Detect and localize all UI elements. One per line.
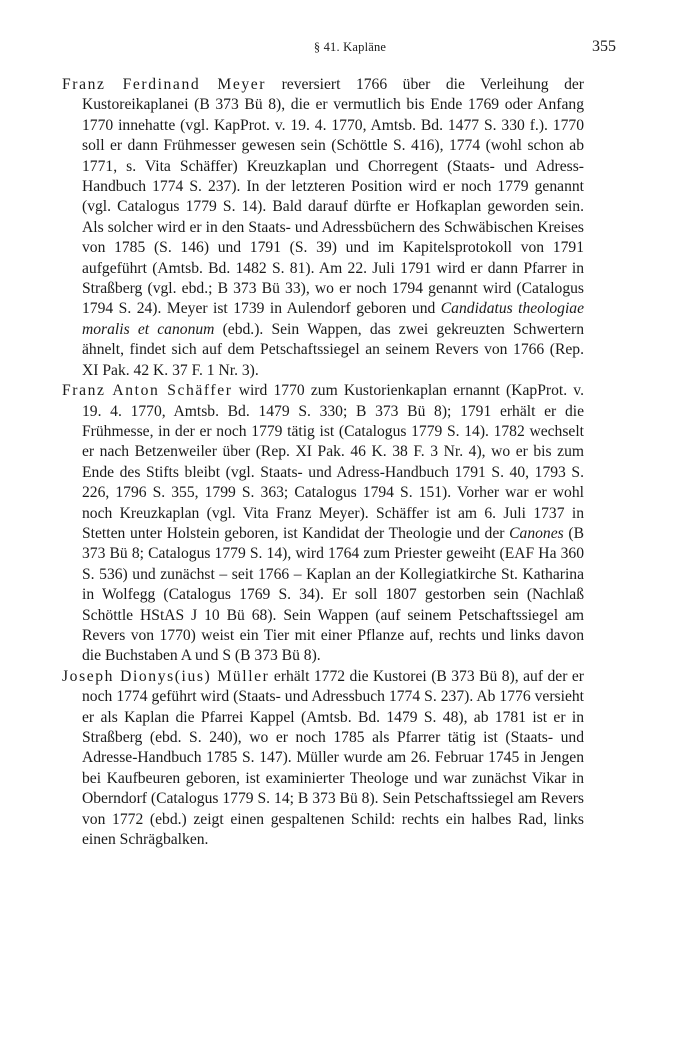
entry-franz-anton-schaeffer <box>62 381 584 667</box>
entry-text: erhält 1772 die Kustorei (B 373 Bü 8), auf der er noch 1774 geführt wird (Staats- und Adressbuch 1774 S. 237). Ab 1776 versieht er als Kaplan die Pfarrei Kappel (Amtsb. Bd. 1479 S. 48), ab 1781 ist er in Straßberg (ebd. S. 240), wo er noch 1785 als Pfarrer tätig ist (Staats- und Adresse-Handbuch 1785 S. 147). Müller wurde am 26. Februar 1745 in Jengen bei Kaufbeuren geboren, ist examinierter Theologe und war zunächst Vikar in Oberndorf (Catalogus 1779 S. 14; B 373 Bü 8). Sein Petschaftssiegel am Revers von 1772 (ebd.) zeigt einen gespaltenen Schild: rechts ein halbes Rad, links einen Schrägbalken. <box>82 667 584 849</box>
entry-italic-text: Candidatus theologiae moralis et canonum <box>82 300 584 338</box>
entry-franz-ferdinand-meyer <box>62 75 584 381</box>
entry-text: (B 373 Bü 8; Catalogus 1779 S. 14), wird 1764 zum Priester geweiht (EAF Ha 360 S. 536) und zunächst – seit 1766 – Kaplan an der Kollegiatkirche St. Katharina in Wolfegg (Catalogus 1769 S. 34). Er soll 1807 gestorben sein (Nachlaß Schöttle HStAS J 10 Bü 68). Sein Wappen (auf seinem Petschaftssiegel am Revers von 1770) weist ein Tier mit einer Pflanze auf, rechts und links davon die Buchstaben A und S (B 373 Bü 8). <box>82 524 584 665</box>
entry-text: (ebd.). Sein Wappen, das zwei gekreuzten Schwertern ähnelt, findet sich auf dem Petschaftssiegel an seinem Revers von 1766 (Rep. XI Pak. 42 K. 37 F. 1 Nr. 3). <box>82 320 584 379</box>
entry-text: reversiert 1766 über die Verleihung der Kustoreikaplanei (B 373 Bü 8), die er vermutlich bis Ende 1769 oder Anfang 1770 innehatte (vgl. KapProt. v. 19. 4. 1770, Amtsb. Bd. 1477 S. 330 f.). 1770 soll er dann Frühmesser gewesen sein (Schöttle S. 416), 1774 (wohl schon ab 1771, s. Vita Schäffer) Kreuzkaplan und Chorregent (Staats- und Adress-Handbuch 1774 S. 237). In der letzteren Position wird er noch 1779 genannt (vgl. Catalogus 1779 S. 14). Bald darauf dürfte er Hofkaplan geworden sein. Als solcher wird er in den Staats- und Adressbüchern des Schwäbischen Kreises von 1785 (S. 146) und 1791 (S. 39) und im Kapitelsprotokoll von 1791 aufgeführt (Amtsb. Bd. 1482 S. 81). Am 22. Juli 1791 wird er dann Pfarrer in Straßberg (vgl. ebd.; B 373 Bü 33), wo er noch 1794 genannt wird (Catalogus 1794 S. 24). Meyer ist 1739 in Aulendorf geboren und <box>82 76 585 318</box>
entry-italic-text: Canones <box>509 524 564 542</box>
body-text <box>62 75 584 850</box>
page-number: 355 <box>592 38 616 55</box>
section-title: § 41. Kapläne <box>313 40 387 54</box>
running-head <box>0 38 700 58</box>
entry-name: Franz Ferdinand Meyer <box>62 76 267 93</box>
entry-name: Franz Anton Schäffer <box>62 382 233 400</box>
entry-joseph-dionysius-mueller <box>62 667 584 851</box>
entry-text: wird 1770 zum Kustorienkaplan ernannt (KapProt. v. 19. 4. 1770, Amtsb. Bd. 1479 S. 330; B 373 Bü 8); 1791 erhält er die Frühmesse, in der er noch 1779 tätig ist (Catalogus 1779 S. 14). 1782 wechselt er nach Betzenweiler über (Rep. XI Pak. 46 K. 38 F. 3 Nr. 4), wo er bis zum Ende des Stifts bleibt (vgl. Staats- und Adress-Handbuch 1791 S. 40, 1793 S. 226, 1796 S. 355, 1799 S. 363; Catalogus 1794 S. 151). Vorher war er wohl noch Kreuzkaplan (vgl. Vita Franz Meyer). Schäffer ist am 6. Juli 1737 in Stetten unter Holstein geboren, ist Kandidat der Theologie und der <box>82 382 584 542</box>
entry-name: Joseph Dionys(ius) Müller <box>62 667 270 685</box>
